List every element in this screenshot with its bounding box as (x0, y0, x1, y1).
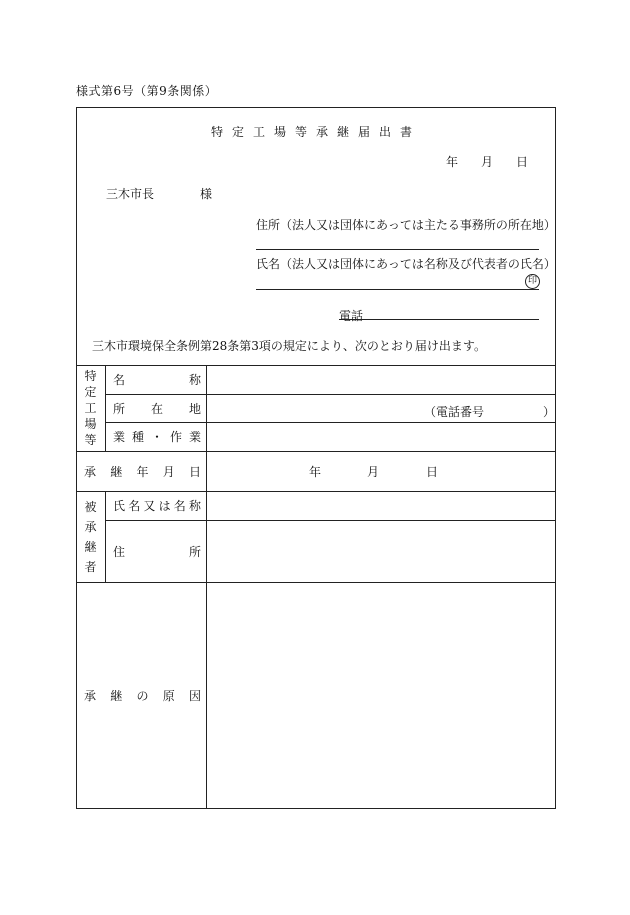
succession-date-field[interactable] (207, 452, 555, 491)
succession-day-label: 日 (426, 464, 439, 479)
col-divider-successor (105, 491, 106, 582)
factory-phone-note: （電話番号 (424, 404, 485, 419)
successor-address-field[interactable] (207, 521, 555, 582)
factory-location-label: 所 在 地 (113, 401, 201, 416)
form-title: 特定工場等承継届出書 (210, 125, 421, 139)
applicant-address-line[interactable] (256, 249, 539, 250)
seal-mark: 印 (525, 274, 540, 289)
factory-industry-field[interactable] (207, 423, 555, 451)
factory-industry-label: 業 種 ・ 作 業 (113, 430, 201, 444)
factory-group-label: 特 定 工 場 等 (84, 369, 97, 447)
addressee-name: 三木市長 (106, 187, 155, 201)
reason-field[interactable] (207, 583, 555, 808)
col-divider-factory (105, 365, 106, 451)
succession-date-label: 承 継 年 月 日 (84, 464, 201, 479)
succession-year-label: 年 (309, 464, 322, 479)
submission-day-label: 日 (516, 155, 529, 169)
factory-name-field[interactable] (207, 366, 555, 394)
addressee-honorific: 様 (200, 187, 213, 201)
succession-month-label: 月 (367, 464, 380, 479)
factory-phone-close: ） (543, 404, 556, 419)
successor-name-label: 氏 名 又 は 名 称 (113, 499, 201, 513)
successor-address-label: 住 所 (113, 544, 201, 559)
reason-label: 承 継 の 原 因 (84, 689, 201, 703)
submission-month-label: 月 (481, 155, 494, 169)
submission-year-label: 年 (446, 155, 459, 169)
factory-location-field[interactable] (207, 395, 555, 422)
statement-text: 三木市環境保全条例第28条第3項の規定により、次のとおり届け出ます。 (92, 339, 486, 353)
successor-name-field[interactable] (207, 492, 555, 520)
applicant-tel-line[interactable] (339, 319, 539, 320)
form-number: 様式第6号（第9条関係） (76, 84, 218, 98)
applicant-tel-label: 電話 (339, 309, 364, 323)
applicant-name-line[interactable] (256, 289, 539, 290)
factory-name-label: 名 称 (113, 373, 201, 387)
applicant-address-label: 住所（法人又は団体にあっては主たる事務所の所在地） (256, 218, 556, 232)
applicant-name-label: 氏名（法人又は団体にあっては名称及び代表者の氏名） (256, 257, 556, 271)
successor-group-label: 被 承 継 者 (84, 499, 97, 574)
